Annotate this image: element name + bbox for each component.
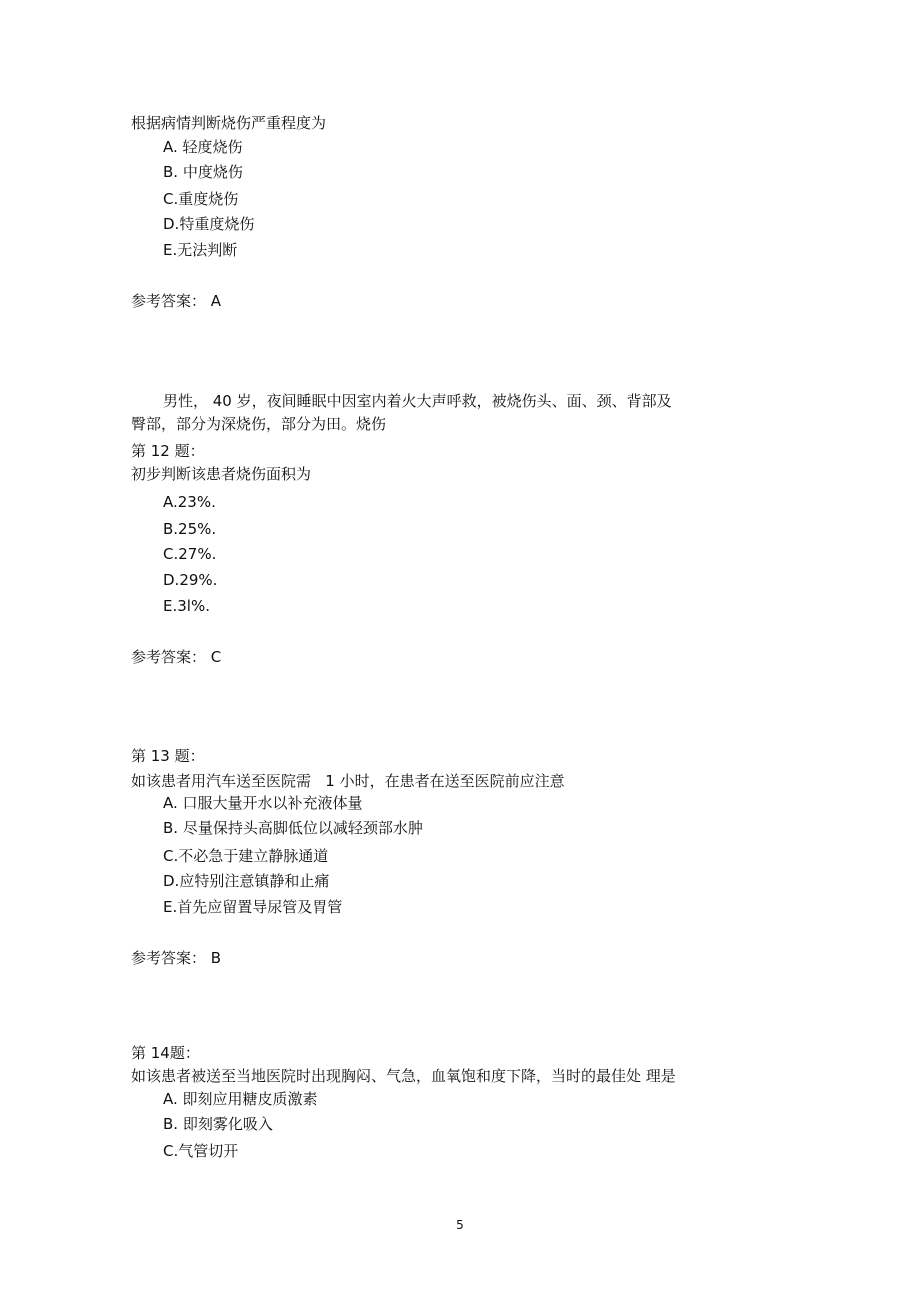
question-stem: 初步判断该患者烧伤面积为 [131,465,312,483]
option-c: C.气管切开 [163,1142,239,1160]
option-a: A. 即刻应用糖皮质激素 [163,1090,318,1108]
option-d: D.应特别注意镇静和止痛 [163,872,330,890]
question-stem: 如该患者被送至当地医院时出现胸闷、气急，血氧饱和度下降，当时的最佳处 理是 [131,1067,676,1085]
option-a: A.23%. [163,493,216,511]
option-c: C.27%. [163,545,217,563]
case-text-line-1: 男性， 40 岁，夜间睡眠中因室内着火大声呼救，被烧伤头、面、颈、背部及 [163,392,672,410]
option-e: E.3l%. [163,597,210,615]
option-c: C.重度烧伤 [163,190,239,208]
answer-line: 参考答案： A [131,292,222,310]
option-d: D.29%. [163,571,218,589]
question-number: 第 13 题： [131,747,205,765]
option-b: B. 尽量保持头高脚低位以减轻颈部水肿 [163,819,423,837]
option-e: E.首先应留置导尿管及胃管 [163,898,343,916]
option-b: B.25%. [163,520,217,538]
question-stem: 根据病情判断烧伤严重程度为 [131,114,327,132]
answer-line: 参考答案： B [131,949,222,967]
option-c: C.不必急于建立静脉通道 [163,847,329,865]
option-a: A. 口服大量开水以补充液体量 [163,794,363,812]
case-text-line-2: 臀部，部分为深烧伤，部分为田。烧伤 [131,415,387,433]
option-a: A. 轻度烧伤 [163,138,243,156]
option-b: B. 即刻雾化吸入 [163,1115,273,1133]
option-b: B. 中度烧伤 [163,163,243,181]
option-d: D.特重度烧伤 [163,215,255,233]
question-number: 第 14题： [131,1044,200,1062]
answer-line: 参考答案： C [131,648,222,666]
option-e: E.无法判断 [163,241,238,259]
question-stem: 如该患者用汽车送至医院需 1 小时，在患者在送至医院前应注意 [131,772,565,790]
question-number: 第 12 题： [131,442,205,460]
page-number: 5 [456,1218,464,1232]
